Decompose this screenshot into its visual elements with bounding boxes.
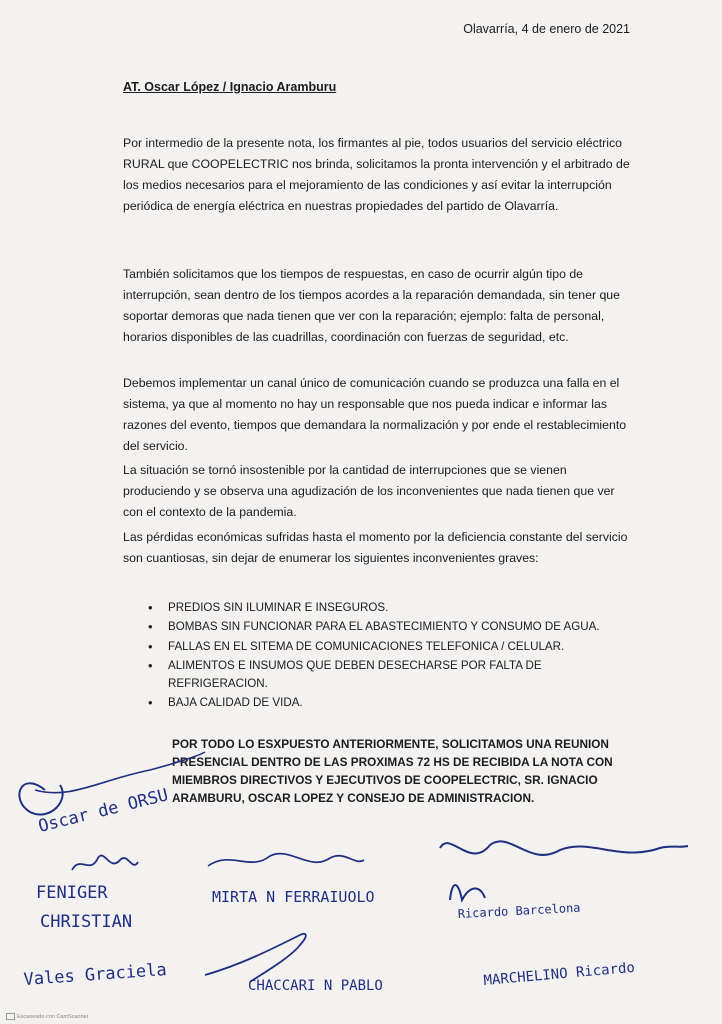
date-line: Olavarría, 4 de enero de 2021 (463, 22, 630, 36)
scanner-text: Escaneado con CamScanner (17, 1013, 89, 1020)
paragraph-5: Las pérdidas económicas sufridas hasta el momento por la deficiencia constante del servicio son cuantiosas, sin dejar de enumerar los siguientes inconvenientes graves: (123, 530, 628, 565)
scanner-footer (6, 1013, 89, 1020)
paragraph-2: También solicitamos que los tiempos de respuestas, en caso de ocurrir algún tipo de interrupción, sean dentro de los tiempos acordes a la reparación demandada, sin tener que soportar demoras que nada tienen que ver con la reparación; ejemplo: falta de personal, horarios disponibles de las cuadrillas, coordinación con fuerzas de seguridad, etc. (123, 267, 620, 344)
signature-mirta-text: MIRTA N FERRAIUOLO (212, 888, 375, 906)
paragraph-4: La situación se tornó insostenible por la cantidad de interrupciones que se vienen produciendo y se observa una agudización de los inconvenientes que nada tienen que ver con el contexto de la pandemia. (123, 463, 615, 519)
signature-ricardo-barcelona (440, 841, 688, 921)
signature-vales-text: Vales Graciela (22, 960, 168, 990)
camscanner-icon (6, 1013, 15, 1020)
list-item: • ALIMENTOS E INSUMOS QUE DEBEN DESECHARSE POR FALTA DE REFRIGERACION. (148, 657, 628, 692)
signature-feniger (36, 855, 138, 932)
list-item: • PREDIOS SIN ILUMINAR E INSEGUROS. (148, 599, 628, 616)
list-item: • BAJA CALIDAD DE VIDA. (148, 694, 628, 711)
signature-vales (23, 960, 167, 990)
attention-line: AT. Oscar López / Ignacio Aramburu (123, 80, 337, 94)
signature-marchelino-text: MARCHELINO Ricardo (482, 959, 636, 989)
signature-feniger-text: FENIGER CHRISTIAN (36, 883, 133, 932)
signature-oscar (19, 752, 205, 837)
paragraph-1: Por intermedio de la presente nota, los firmantes al pie, todos usuarios del servicio eléctrico RURAL que COOPELECTRIC nos brinda, solicitamos la pronta intervención y el arbitrado de los medios necesarios para el mejoramiento de las condiciones y así evitar la interrupción periódica de energía eléctrica en nuestras propiedades del partido de Olavarría. (123, 136, 630, 213)
paragraph-3: Debemos implementar un canal único de comunicación cuando se produzca una falla en el sistema, ya que al momento no hay un responsable que nos pueda indicar e informar las razones del evento, tiempos que demandara la normalización y por ende el restablecimiento del servicio. (123, 376, 627, 453)
signature-ricardo-text: Ricardo Barcelona (457, 900, 581, 921)
signature-marchelino (483, 960, 636, 989)
list-item: • BOMBAS SIN FUNCIONAR PARA EL ABASTECIMIENTO Y CONSUMO DE AGUA. (148, 618, 628, 635)
signature-chaccari-text: CHACCARI N PABLO (248, 978, 383, 994)
signature-mirta (208, 854, 375, 906)
list-item: • FALLAS EN EL SITEMA DE COMUNICACIONES TELEFONICA / CELULAR. (148, 638, 628, 655)
signature-oscar-text: Oscar de ORSU (36, 785, 171, 837)
signature-chaccari (205, 934, 383, 994)
closing-request: POR TODO LO ESXPUESTO ANTERIORMENTE, SOLICITAMOS UNA REUNION PRESENCIAL DENTRO DE LAS PROXIMAS 72 HS DE RECIBIDA LA NOTA CON MIEMBROS DIRECTIVOS Y EJECUTIVOS DE COOPELECTRIC, SR. IGNACIO ARAMBURU, OSCAR LOPEZ Y CONSEJO DE ADMINISTRACION. (172, 737, 613, 805)
